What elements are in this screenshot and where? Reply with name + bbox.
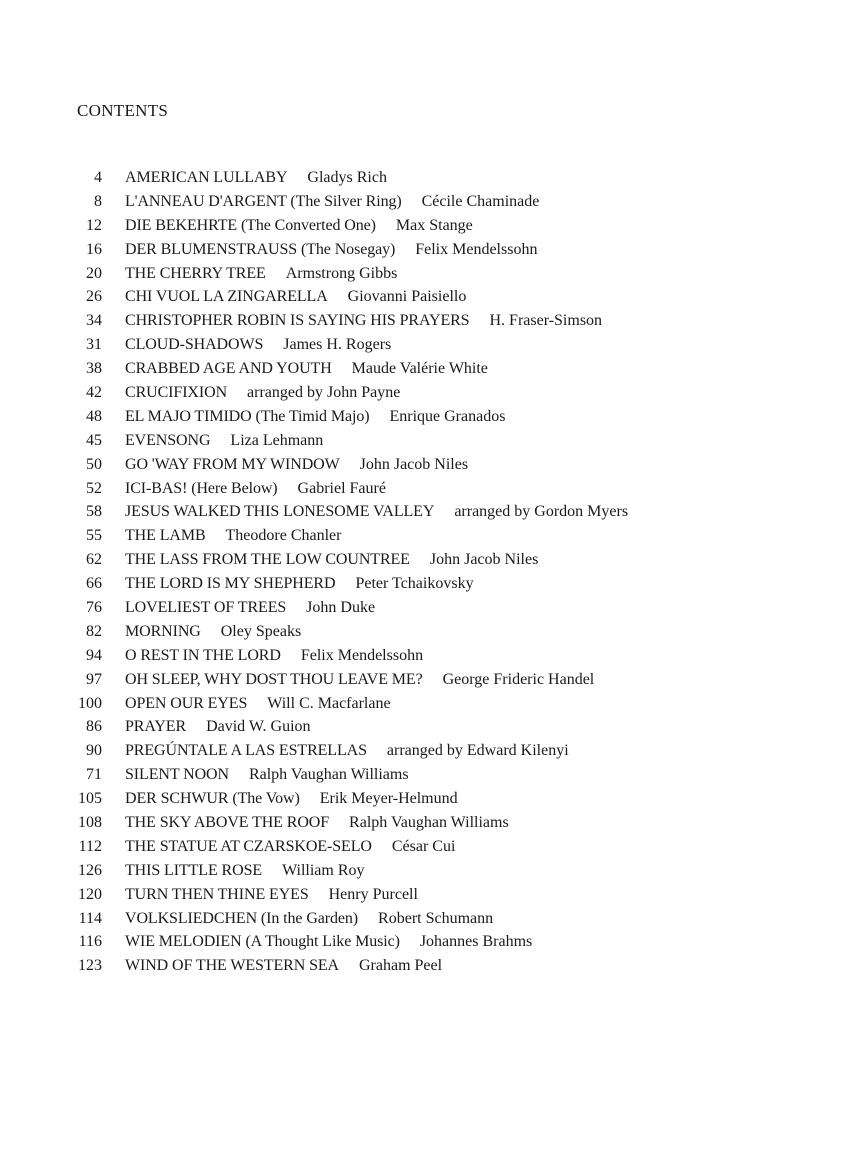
contents-entry — [0, 859, 864, 883]
song-title: L'ANNEAU D'ARGENT (The Silver Ring) — [125, 192, 402, 210]
page-number: 126 — [78, 861, 102, 879]
composer-name: Enrique Granados — [389, 407, 506, 425]
page-number: 108 — [78, 813, 102, 831]
page-number: 62 — [86, 551, 102, 569]
song-title: AMERICAN LULLABY — [125, 168, 288, 186]
contents-entry — [0, 285, 864, 309]
page-number: 105 — [78, 790, 102, 808]
composer-name: Maude Valérie White — [351, 360, 488, 378]
song-title: CRUCIFIXION — [125, 383, 228, 401]
page-number: 16 — [86, 240, 102, 258]
composer-name: Giovanni Paisiello — [347, 288, 467, 306]
composer-name: Theodore Chanler — [225, 527, 342, 545]
song-title: CLOUD-SHADOWS — [125, 336, 264, 354]
contents-entry — [0, 524, 864, 548]
page-number: 42 — [86, 383, 102, 401]
contents-entry — [0, 811, 864, 835]
page-number: 31 — [86, 336, 102, 354]
song-title: CHRISTOPHER ROBIN IS SAYING HIS PRAYERS — [125, 312, 470, 330]
page-number: 52 — [86, 479, 102, 497]
song-title: THE LORD IS MY SHEPHERD — [125, 575, 336, 593]
composer-name: Max Stange — [395, 216, 473, 234]
composer-name: John Jacob Niles — [429, 551, 539, 569]
composer-name: John Jacob Niles — [359, 455, 469, 473]
composer-name: Cécile Chaminade — [421, 192, 540, 210]
page-number: 38 — [86, 360, 102, 378]
page-number: 76 — [86, 598, 102, 616]
composer-name: H. Fraser-Simson — [489, 312, 603, 330]
song-title: WIE MELODIEN (A Thought Like Music) — [125, 933, 400, 951]
song-title: CRABBED AGE AND YOUTH — [125, 360, 332, 378]
contents-entry — [0, 548, 864, 572]
page-title: CONTENTS — [77, 101, 169, 120]
contents-entry — [0, 214, 864, 238]
page-number: 100 — [78, 694, 102, 712]
composer-name: Erik Meyer-Helmund — [319, 790, 458, 808]
page-number: 12 — [86, 216, 102, 234]
page-number: 120 — [78, 885, 102, 903]
page-number: 4 — [94, 168, 102, 186]
contents-entry — [0, 238, 864, 262]
composer-name: Peter Tchaikovsky — [355, 575, 474, 593]
page-number: 116 — [78, 933, 102, 951]
contents-entry — [0, 954, 864, 978]
page-number: 71 — [86, 766, 102, 784]
page-number: 55 — [86, 527, 102, 545]
song-title: TURN THEN THINE EYES — [125, 885, 309, 903]
contents-entry — [0, 596, 864, 620]
contents-entry — [0, 835, 864, 859]
composer-name: Felix Mendelssohn — [300, 646, 424, 664]
song-title: JESUS WALKED THIS LONESOME VALLEY — [125, 503, 435, 521]
page-number: 34 — [86, 312, 102, 330]
page-number: 8 — [94, 192, 102, 210]
contents-entry — [0, 668, 864, 692]
composer-name: Oley Speaks — [220, 622, 302, 640]
composer-name: Graham Peel — [359, 957, 443, 975]
song-title: THIS LITTLE ROSE — [125, 861, 263, 879]
composer-name: César Cui — [391, 837, 456, 855]
song-title: PRAYER — [125, 718, 187, 736]
contents-entry — [0, 333, 864, 357]
page-number: 26 — [86, 288, 102, 306]
page-number: 66 — [86, 575, 102, 593]
composer-name: James H. Rogers — [283, 336, 392, 354]
contents-entry — [0, 907, 864, 931]
song-title: THE CHERRY TREE — [125, 264, 266, 282]
contents-entry — [0, 715, 864, 739]
composer-name: Johannes Brahms — [419, 933, 533, 951]
song-title: OPEN OUR EYES — [125, 694, 248, 712]
composer-name: arranged by John Payne — [247, 383, 401, 401]
contents-entry — [0, 405, 864, 429]
composer-name: Robert Schumann — [378, 909, 494, 927]
composer-name: Will C. Macfarlane — [267, 694, 391, 712]
song-title: THE LAMB — [125, 527, 206, 545]
contents-entry — [0, 572, 864, 596]
composer-name: arranged by Edward Kilenyi — [386, 742, 569, 760]
page-number: 48 — [86, 407, 102, 425]
contents-entry — [0, 931, 864, 955]
song-title: ICI-BAS! (Here Below) — [125, 479, 278, 497]
contents-entry — [0, 262, 864, 286]
composer-name: John Duke — [306, 598, 376, 616]
song-title: DIE BEKEHRTE (The Converted One) — [125, 216, 376, 234]
page-number: 20 — [86, 264, 102, 282]
contents-entry — [0, 620, 864, 644]
song-title: O REST IN THE LORD — [125, 646, 281, 664]
composer-name: Henry Purcell — [328, 885, 418, 903]
page-number: 50 — [86, 455, 102, 473]
contents-entry — [0, 166, 864, 190]
contents-entry — [0, 381, 864, 405]
composer-name: Liza Lehmann — [230, 431, 324, 449]
page-number: 86 — [86, 718, 102, 736]
song-title: DER SCHWUR (The Vow) — [125, 790, 300, 808]
page-number: 82 — [86, 622, 102, 640]
composer-name: Ralph Vaughan Williams — [349, 813, 509, 831]
composer-name: Ralph Vaughan Williams — [248, 766, 409, 784]
page-number: 94 — [86, 646, 102, 664]
composer-name: Armstrong Gibbs — [285, 264, 398, 282]
contents-entry — [0, 453, 864, 477]
contents-entry — [0, 190, 864, 214]
contents-entry — [0, 309, 864, 333]
song-title: OH SLEEP, WHY DOST THOU LEAVE ME? — [125, 670, 423, 688]
contents-entry — [0, 692, 864, 716]
page-number: 123 — [78, 957, 102, 975]
song-title: CHI VUOL LA ZINGARELLA — [125, 288, 328, 306]
page-number: 45 — [86, 431, 102, 449]
song-title: PREGÚNTALE A LAS ESTRELLAS — [125, 742, 367, 760]
composer-name: Gladys Rich — [307, 168, 387, 186]
song-title: DER BLUMENSTRAUSS (The Nosegay) — [125, 240, 396, 258]
contents-entry — [0, 787, 864, 811]
page-number: 112 — [78, 837, 102, 855]
composer-name: arranged by Gordon Myers — [454, 503, 629, 521]
composer-name: William Roy — [282, 861, 365, 879]
song-title: LOVELIEST OF TREES — [125, 598, 287, 616]
song-title: EVENSONG — [125, 431, 211, 449]
contents-entry — [0, 477, 864, 501]
song-title: VOLKSLIEDCHEN (In the Garden) — [125, 909, 359, 927]
contents-entry — [0, 883, 864, 907]
song-title: THE LASS FROM THE LOW COUNTREE — [125, 551, 410, 569]
composer-name: David W. Guion — [206, 718, 311, 736]
page-number: 90 — [86, 742, 102, 760]
contents-entry — [0, 357, 864, 381]
composer-name: Gabriel Fauré — [297, 479, 386, 497]
page-number: 114 — [78, 909, 102, 927]
composer-name: George Frideric Handel — [442, 670, 595, 688]
song-title: WIND OF THE WESTERN SEA — [125, 957, 339, 975]
contents-entry — [0, 429, 864, 453]
composer-name: Felix Mendelssohn — [415, 240, 538, 258]
page-number: 58 — [86, 503, 102, 521]
contents-list — [0, 166, 864, 978]
page-number: 97 — [86, 670, 102, 688]
song-title: THE STATUE AT CZARSKOE-SELO — [125, 837, 372, 855]
song-title: GO 'WAY FROM MY WINDOW — [125, 455, 340, 473]
song-title: SILENT NOON — [125, 766, 229, 784]
song-title: THE SKY ABOVE THE ROOF — [125, 813, 330, 831]
song-title: EL MAJO TIMIDO (The Timid Majo) — [125, 407, 370, 425]
contents-entry — [0, 739, 864, 763]
contents-entry — [0, 763, 864, 787]
contents-entry — [0, 644, 864, 668]
song-title: MORNING — [125, 622, 201, 640]
contents-entry — [0, 500, 864, 524]
